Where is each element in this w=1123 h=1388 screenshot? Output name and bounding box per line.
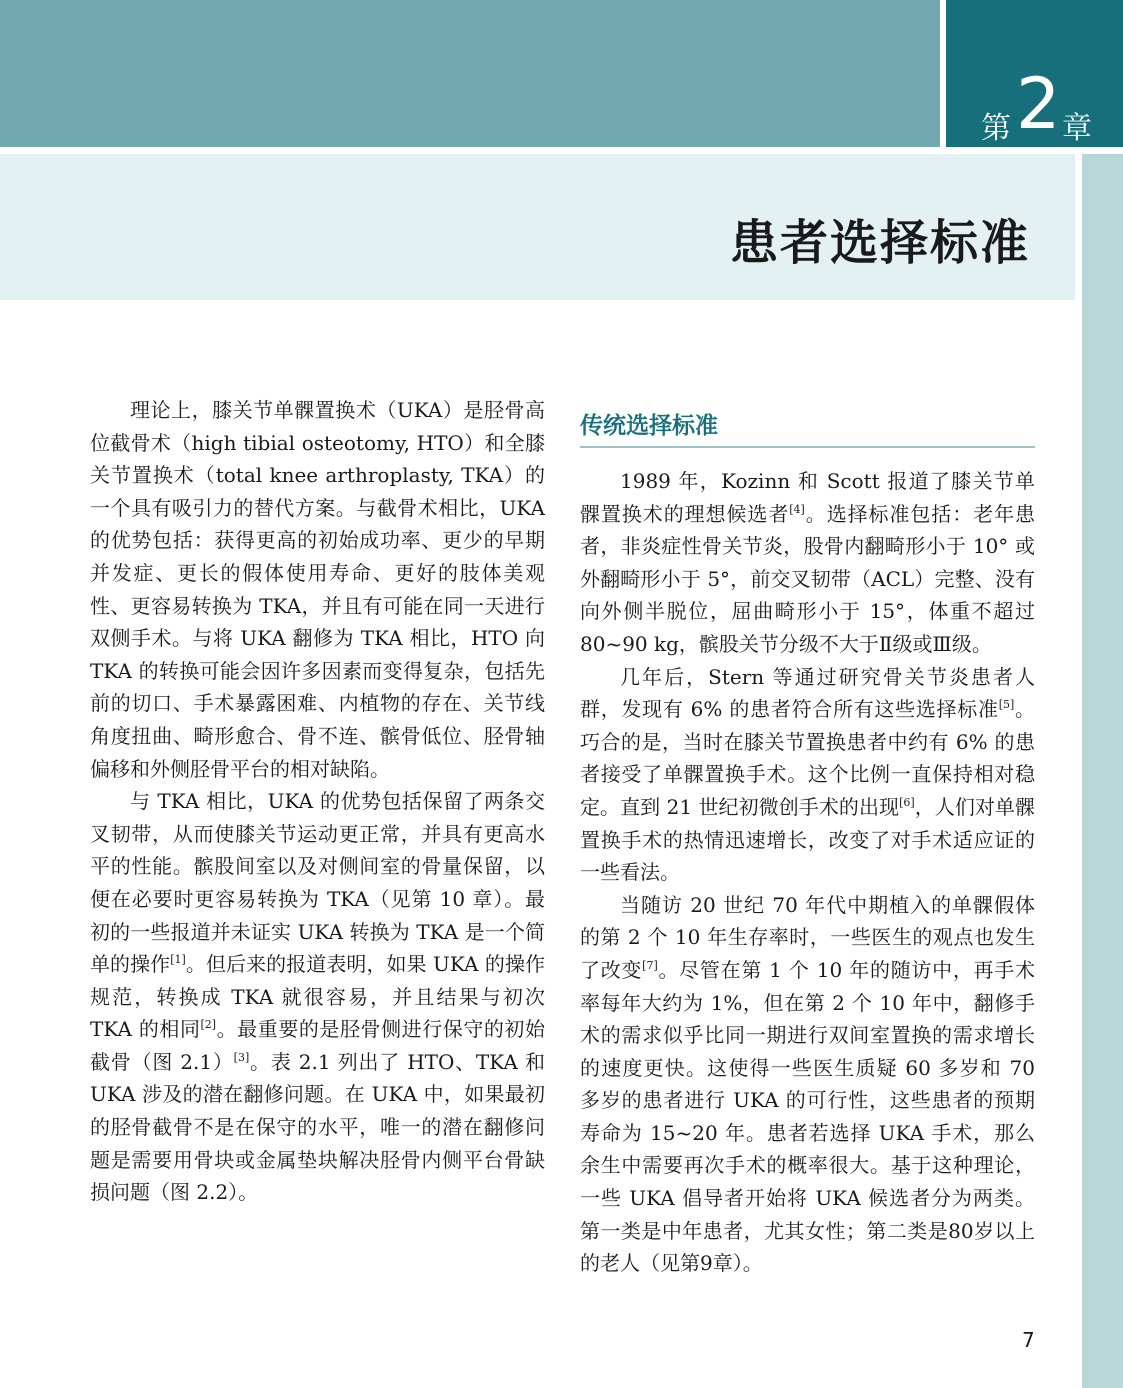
left-column (90, 394, 545, 1209)
citation: [3] (233, 1050, 250, 1064)
header-band (0, 0, 940, 147)
citation: [2] (200, 1018, 217, 1032)
chapter-prefix: 第 (981, 111, 1011, 146)
paragraph: 当随访 20 世纪 70 年代中期植入的单髁假体的第 2 个 10 年生存率时，一些医生的观点也发生了改变[7]。尽管在第 1 个 10 年的随访中，再手术率每年大约为 1%，但在第 2 个 10 年中，翻修手术的需求似乎比同一期进行双间室置换的需求增长的速度更快。这使得一些医生质疑 60 多岁和 70 多岁的患者进行 UKA 的可行性，这些患者的预期寿命为 15~20 年。患者若选择 UKA 手术，那么余生中需要再次手术的概率很大。基于这种理论，一些 UKA 倡导者开始将 UKA 候选者分为两类。第一类是中年患者，尤其女性；第二类是80岁以上的老人（见第9章）。 (580, 892, 1035, 1276)
chapter-title: 患者选择标准 (729, 215, 1030, 271)
side-strip (1082, 154, 1123, 1388)
chapter-suffix: 章 (1062, 111, 1092, 146)
chapter-label (946, 0, 1123, 147)
chapter-number: 2 (1016, 63, 1061, 145)
paragraph: 几年后，Stern 等通过研究骨关节炎患者人群，发现有 6% 的患者符合所有这些选择标准[5]。巧合的是，当时在膝关节置换患者中约有 6% 的患者接受了单髁置换手术。这个比例一直保持相对稳定。直到 21 世纪初微创手术的出现[6]，人们对单髁置换手术的热情迅速增长，改变了对手术适应证的一些看法。 (580, 664, 1035, 885)
page-number: 7 (1022, 1328, 1035, 1352)
paragraph: 1989 年，Kozinn 和 Scott 报道了膝关节单髁置换术的理想候选者[4]。选择标准包括：老年患者，非炎症性骨关节炎，股骨内翻畸形小于 10° 或外翻畸形小于 5°，前交叉韧带（ACL）完整、没有向外侧半脱位，屈曲畸形小于 15°，体重不超过 80~90 kg，髌股关节分级不大于Ⅱ级或Ⅲ级。 (580, 469, 1036, 656)
citation: [6] (899, 795, 915, 809)
section-heading: 传统选择标准 (580, 407, 1035, 448)
paragraph: 理论上，膝关节单髁置换术（UKA）是胫骨高位截骨术（high tibial osteotomy, HTO）和全膝关节置换术（total knee arthroplasty, TKA）的一个具有吸引力的替代方案。与截骨术相比，UKA 的优势包括：获得更高的初始成功率、更少的早期并发症、更长的假体使用寿命、更好的肢体美观性、更容易转换为 TKA，并且有可能在同一天进行双侧手术。与将 UKA 翻修为 TKA 相比，HTO 向 TKA 的转换可能会因许多因素而变得复杂，包括先前的切口、手术暴露困难、内植物的存在、关节线角度扭曲、畸形愈合、骨不连、髌骨低位、胫骨轴偏移和外侧胫骨平台的相对缺陷。 (90, 398, 545, 781)
citation: [5] (998, 698, 1015, 712)
right-column (580, 394, 1035, 1280)
paragraph: 与 TKA 相比，UKA 的优势包括保留了两条交叉韧带，从而使膝关节运动更正常，并具有更高水平的性能。髌股间室以及对侧间室的骨量保留，以便在必要时更容易转换为 TKA（见第 10 章）。最初的一些报道并未证实 UKA 转换为 TKA 是一个简单的操作[1]。但后来的报道表明，如果 UKA 的操作规范，转换成 TKA 就很容易，并且结果与初次 TKA 的相同[2]。最重要的是胫骨侧进行保守的初始截骨（图 2.1）[3]。表 2.1 列出了 HTO、TKA 和 UKA 涉及的潜在翻修问题。在 UKA 中，如果最初的胫骨截骨不是在保守的水平，唯一的潜在翻修问题是需要用骨块或金属垫块解决胫骨内侧平台骨缺损问题（图 2.2）。 (90, 789, 545, 1205)
citation: [1] (170, 953, 186, 967)
title-band (0, 154, 1075, 300)
citation: [4] (789, 502, 805, 516)
citation: [7] (642, 958, 658, 972)
